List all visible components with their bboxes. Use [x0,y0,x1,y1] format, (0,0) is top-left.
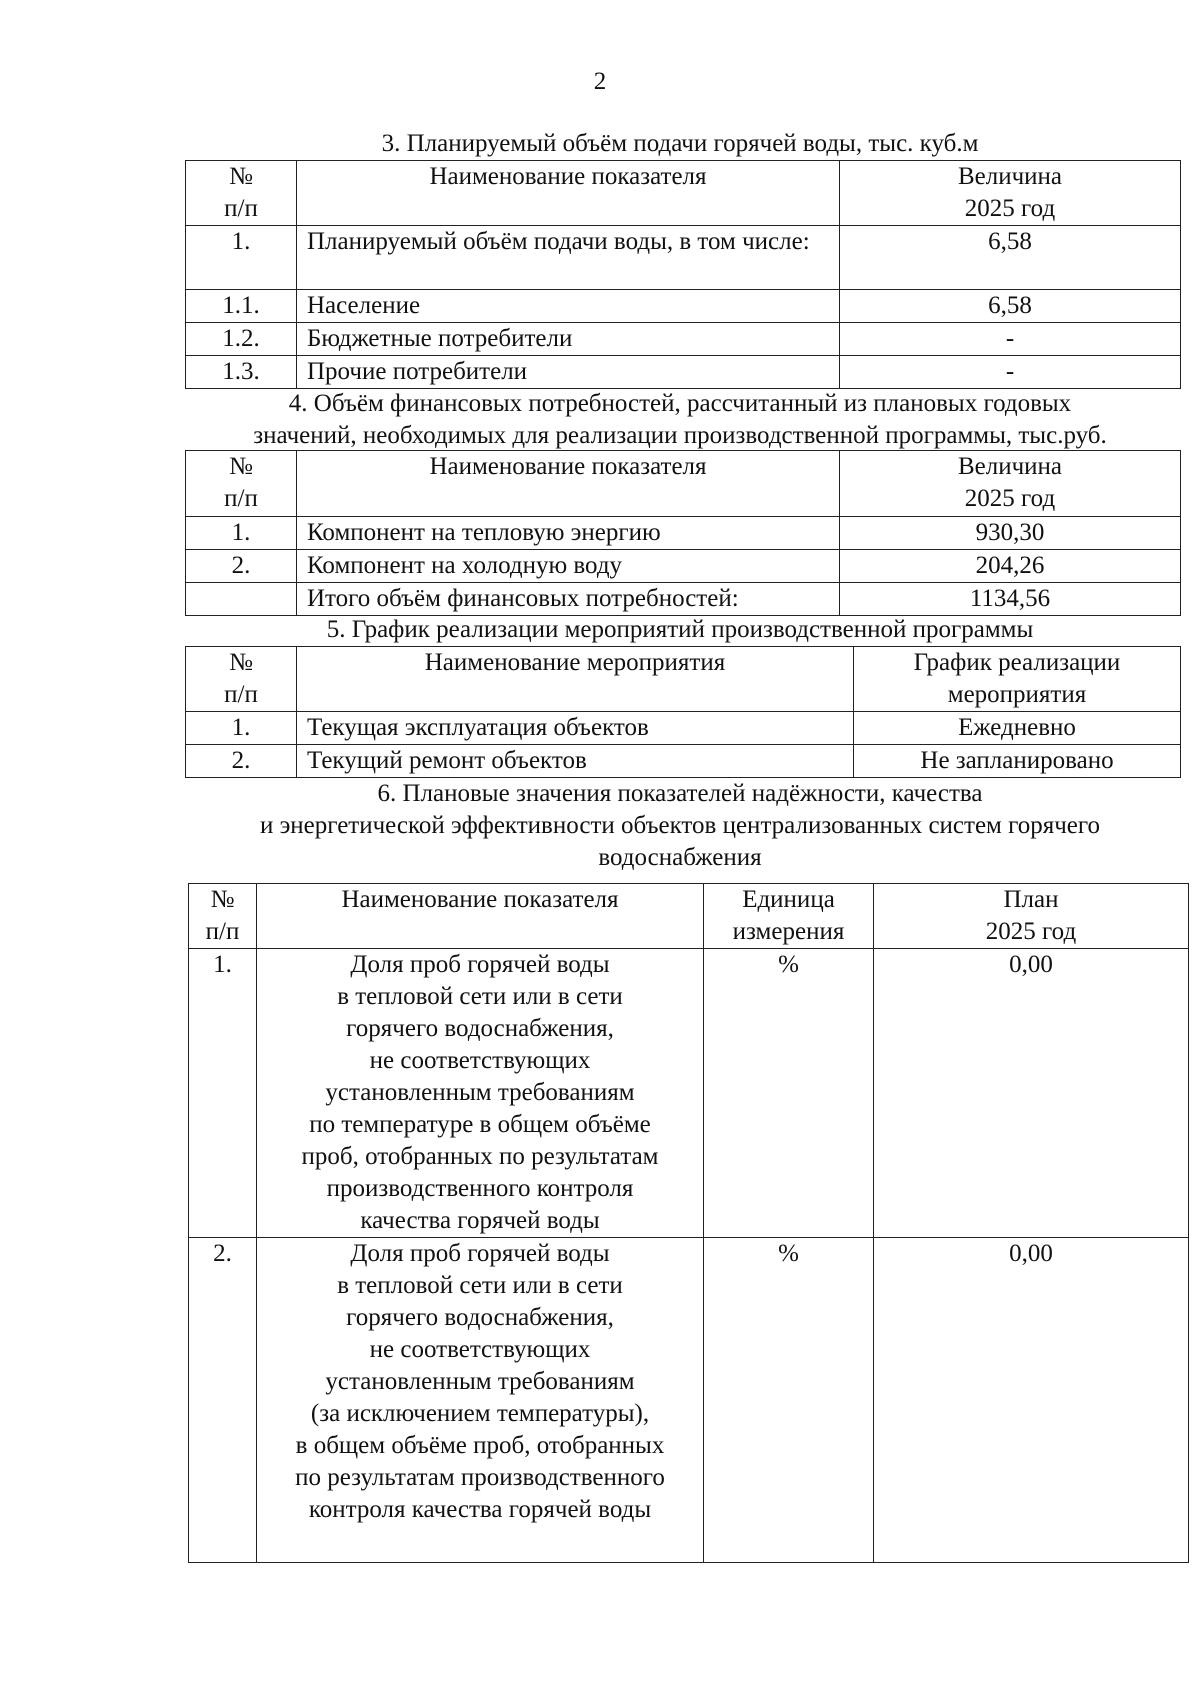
page-number: 2 [593,68,607,95]
col-header-name: Наименование мероприятия [297,647,854,712]
row-unit: % [704,1238,874,1563]
section-3-title: 3. Планируемый объём подачи горячей воды, тыс. куб.м [381,130,979,157]
section-6-title-line1: 6. Плановые значения показателей надёжности, качества [377,780,983,807]
row-name: Компонент на тепловую энергию [297,517,840,550]
row-value: - [840,323,1181,356]
table-header-row [186,647,1181,712]
col-header-name: Наименование показателя [297,161,840,226]
row-num [186,583,297,616]
row-name: Итого объём финансовых потребностей: [297,583,840,616]
row-value: - [840,356,1181,389]
financial-needs-table [185,450,1181,616]
row-num: 1. [186,226,297,290]
table-row [186,517,1181,550]
section-4-title-line1: 4. Объём финансовых потребностей, рассчитанный из плановых годовых [288,390,1072,417]
table-row [186,323,1181,356]
col-header-name: Наименование показателя [257,884,704,949]
row-num: 1.1. [186,290,297,323]
col-header-num: № п/п [186,451,297,517]
table-header-row [189,884,1189,949]
row-num: 1. [189,949,257,1238]
row-schedule: Не запланировано [854,745,1181,778]
col-header-value: Величина 2025 год [840,451,1181,517]
row-name: Планируемый объём подачи воды, в том числе: [297,226,840,290]
row-num: 1. [186,712,297,745]
row-name: Доля проб горячей воды в тепловой сети или в сети горячего водоснабжения, не соответствующих установленным требованиям (за исключением температуры), в общем объёме проб, отобранных по результатам производственного контроля качества горячей воды [257,1238,704,1563]
row-value: 1134,56 [840,583,1181,616]
row-name: Текущий ремонт объектов [297,745,854,778]
row-unit: % [704,949,874,1238]
section-6-title [180,778,1180,874]
row-name: Население [297,290,840,323]
row-num: 2. [186,550,297,583]
col-header-num: № п/п [186,647,297,712]
col-header-value: Величина 2025 год [840,161,1181,226]
row-num: 1. [186,517,297,550]
row-schedule: Ежедневно [854,712,1181,745]
row-plan: 0,00 [874,949,1189,1238]
row-name: Компонент на холодную воду [297,550,840,583]
col-header-num: № п/п [189,884,257,949]
table-row [186,550,1181,583]
col-header-name: Наименование показателя [297,451,840,517]
col-header-plan: План 2025 год [874,884,1189,949]
table-total-row [186,583,1181,616]
section-4-title-line2: значений, необходимых для реализации производственной программы, тыс.руб. [253,422,1107,449]
table-row [186,290,1181,323]
row-num: 2. [189,1238,257,1563]
row-name: Доля проб горячей воды в тепловой сети или в сети горячего водоснабжения, не соответствующих установленным требованиям по температуре в общем объёме проб, отобранных по результатам производственного контроля качества горячей воды [257,949,704,1238]
section-6-title-line2: и энергетической эффективности объектов централизованных систем горячего [259,812,1101,839]
row-num: 1.3. [186,356,297,389]
row-value: 6,58 [840,226,1181,290]
reliability-indicators-table [188,883,1189,1563]
row-value: 6,58 [840,290,1181,323]
section-4-title [180,388,1180,452]
table-row [186,226,1181,290]
row-plan: 0,00 [874,1238,1189,1563]
row-value: 204,26 [840,550,1181,583]
supply-volume-table [185,160,1181,389]
table-row [186,745,1181,778]
table-header-row [186,161,1181,226]
col-header-num: № п/п [186,161,297,226]
row-name: Прочие потребители [297,356,840,389]
table-row [189,949,1189,1238]
row-value: 930,30 [840,517,1181,550]
col-header-schedule: График реализации мероприятия [854,647,1181,712]
table-row [189,1238,1189,1563]
section-5-title: 5. График реализации мероприятий производственной программы [326,616,1034,643]
table-header-row [186,451,1181,517]
row-name: Бюджетные потребители [297,323,840,356]
section-6-title-line3: водоснабжения [598,844,762,871]
col-header-unit: Единица измерения [704,884,874,949]
schedule-table [185,646,1181,778]
row-name: Текущая эксплуатация объектов [297,712,854,745]
row-num: 2. [186,745,297,778]
table-row [186,356,1181,389]
table-row [186,712,1181,745]
row-num: 1.2. [186,323,297,356]
